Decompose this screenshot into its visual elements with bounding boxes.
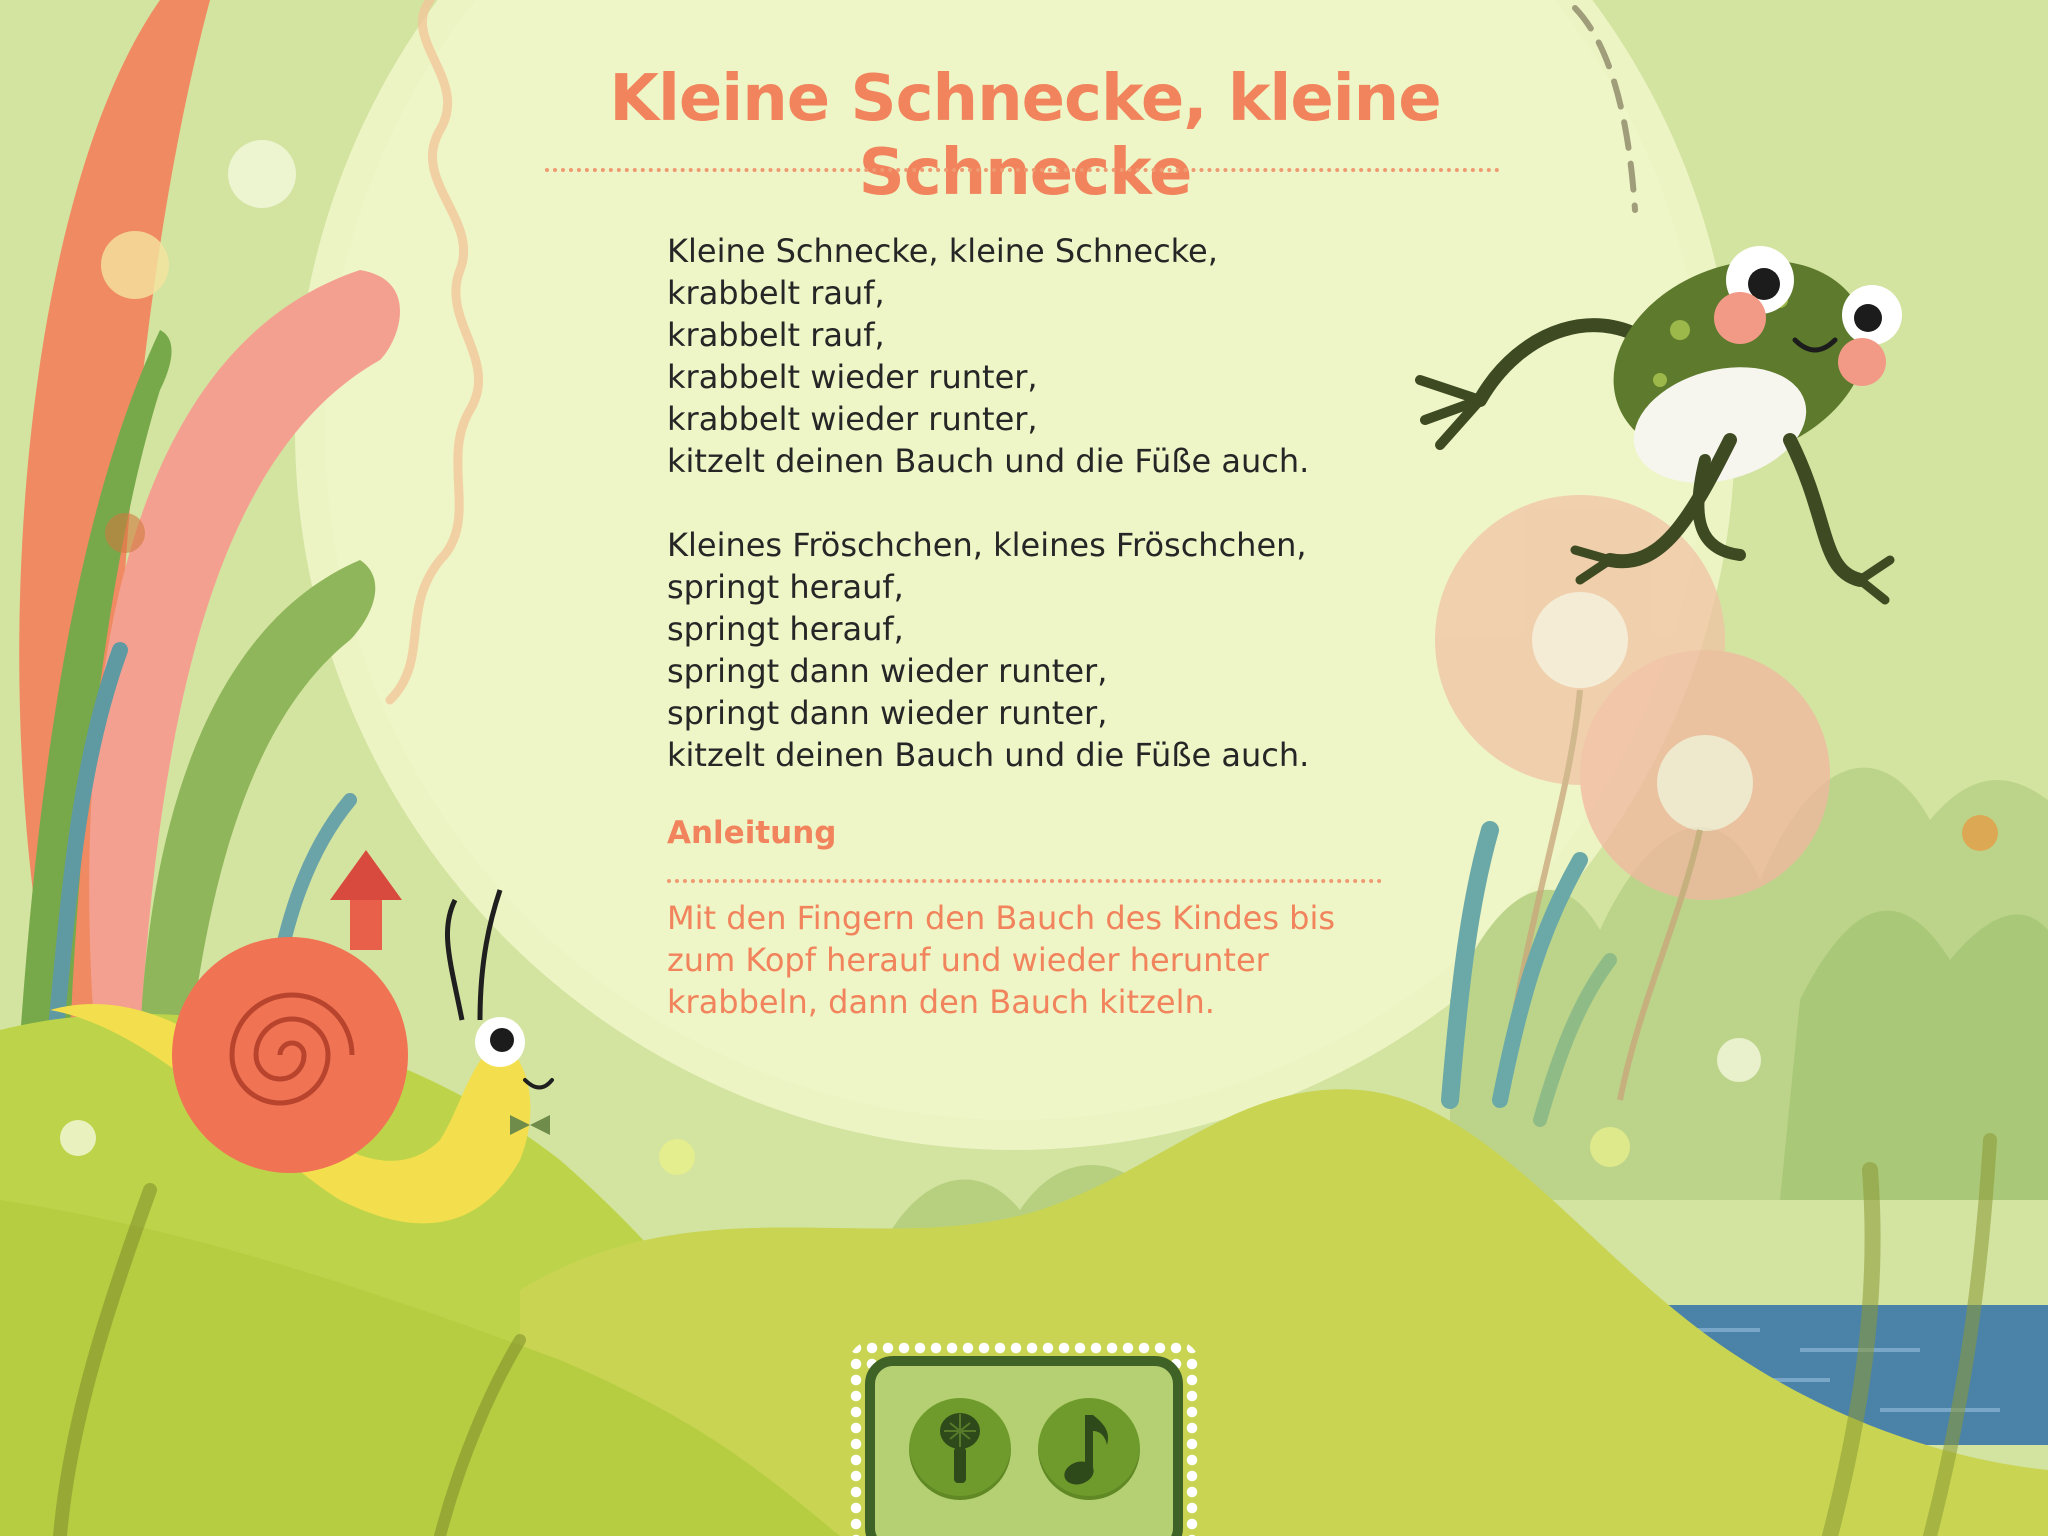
instructions-text bbox=[667, 897, 1367, 1023]
lyric-line: kitzelt deinen Bauch und die Füße auch. bbox=[667, 442, 1310, 480]
lyric-line: Kleine Schnecke, kleine Schnecke, bbox=[667, 232, 1218, 270]
lyric-line: krabbelt rauf, bbox=[667, 274, 885, 312]
lyric-line: springt dann wieder runter, bbox=[667, 694, 1108, 732]
lyric-line: Kleines Fröschchen, kleines Fröschchen, bbox=[667, 526, 1307, 564]
instruction-line: Mit den Fingern den Bauch des Kindes bis bbox=[667, 899, 1336, 937]
title-divider bbox=[545, 168, 1500, 172]
instructions-heading: Anleitung bbox=[667, 815, 837, 851]
lyric-line: krabbelt wieder runter, bbox=[667, 358, 1038, 396]
lyric-line: springt herauf, bbox=[667, 610, 904, 648]
lyric-line: kitzelt deinen Bauch und die Füße auch. bbox=[667, 736, 1310, 774]
music-note-icon bbox=[1059, 1409, 1119, 1489]
lyric-line: krabbelt wieder runter, bbox=[667, 400, 1038, 438]
lyric-line: krabbelt rauf, bbox=[667, 316, 885, 354]
instruction-line: krabbeln, dann den Bauch kitzeln. bbox=[667, 983, 1215, 1021]
lyrics bbox=[667, 230, 1427, 818]
instructions-divider bbox=[667, 879, 1382, 883]
song-title: Kleine Schnecke, kleine Schnecke bbox=[609, 62, 1441, 210]
lyric-line: springt dann wieder runter, bbox=[667, 652, 1108, 690]
instruction-line: zum Kopf herauf und wieder herunter bbox=[667, 941, 1269, 979]
stanza bbox=[667, 524, 1427, 776]
lyric-line: springt herauf, bbox=[667, 568, 904, 606]
microphone-icon bbox=[930, 1409, 990, 1489]
stanza bbox=[667, 230, 1427, 482]
microphone-button[interactable] bbox=[909, 1398, 1011, 1500]
music-note-button[interactable] bbox=[1038, 1398, 1140, 1500]
